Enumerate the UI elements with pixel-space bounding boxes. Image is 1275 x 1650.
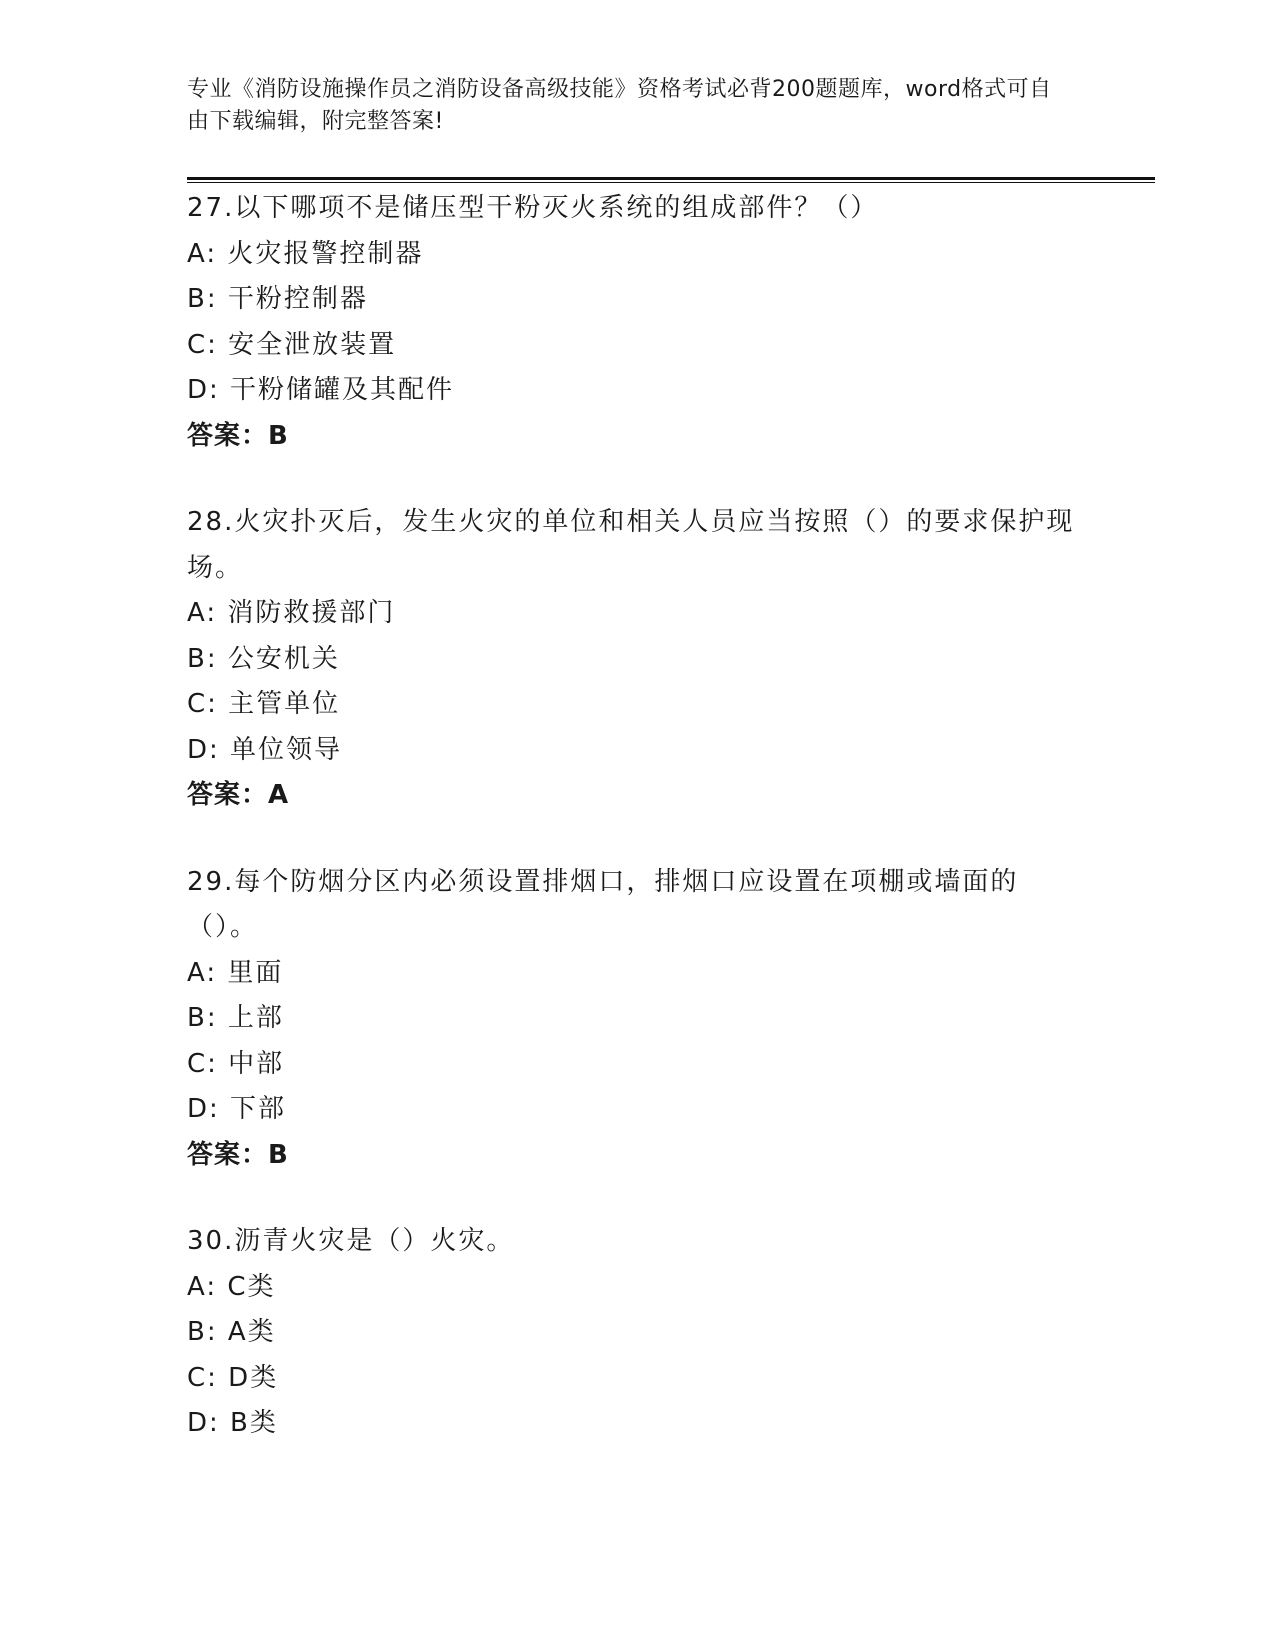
header-divider-thick bbox=[187, 177, 1155, 180]
answer-label: 答案：B bbox=[187, 420, 289, 451]
question-stem: 30.沥青火灾是（）火灾。 bbox=[187, 1226, 515, 1256]
option-d: D: 下部 bbox=[187, 1094, 287, 1124]
option-c: C: 中部 bbox=[187, 1048, 285, 1079]
option-b: B: 上部 bbox=[187, 1003, 284, 1033]
answer-label: 答案：A bbox=[187, 780, 290, 810]
question-27 bbox=[187, 186, 1087, 459]
option-d: D: B类 bbox=[187, 1408, 278, 1438]
option-a: A: 消防救援部门 bbox=[187, 598, 396, 628]
document-intro: 专业《消防设施操作员之消防设备高级技能》资格考试必背200题题库，word格式可自由下载编辑，附完整答案! bbox=[187, 77, 1052, 134]
question-stem: 28.火灾扑灭后，发生火灾的单位和相关人员应当按照（）的要求保护现场。 bbox=[187, 507, 1075, 583]
question-28 bbox=[187, 500, 1087, 819]
option-a: A: 里面 bbox=[187, 957, 284, 988]
option-a: A: C类 bbox=[187, 1271, 276, 1302]
option-d: D: 单位领导 bbox=[187, 734, 343, 765]
answer-label: 答案：B bbox=[187, 1139, 289, 1170]
option-c: C: 安全泄放装置 bbox=[187, 329, 397, 360]
option-c: C: D类 bbox=[187, 1362, 279, 1393]
option-c: C: 主管单位 bbox=[187, 689, 341, 719]
question-29 bbox=[187, 860, 1087, 1179]
option-b: B: 公安机关 bbox=[187, 643, 340, 674]
question-list bbox=[187, 186, 1087, 1488]
option-a: A: 火灾报警控制器 bbox=[187, 238, 424, 269]
option-b: B: A类 bbox=[187, 1317, 276, 1347]
question-stem: 29.每个防烟分区内必须设置排烟口，排烟口应设置在项棚或墙面的（）。 bbox=[187, 866, 1019, 942]
option-b: B: 干粉控制器 bbox=[187, 284, 368, 314]
option-d: D: 干粉储罐及其配件 bbox=[187, 375, 455, 405]
question-30 bbox=[187, 1219, 1087, 1447]
header-divider-thin bbox=[187, 182, 1155, 183]
question-stem: 27.以下哪项不是储压型干粉灭火系统的组成部件？（） bbox=[187, 193, 879, 223]
